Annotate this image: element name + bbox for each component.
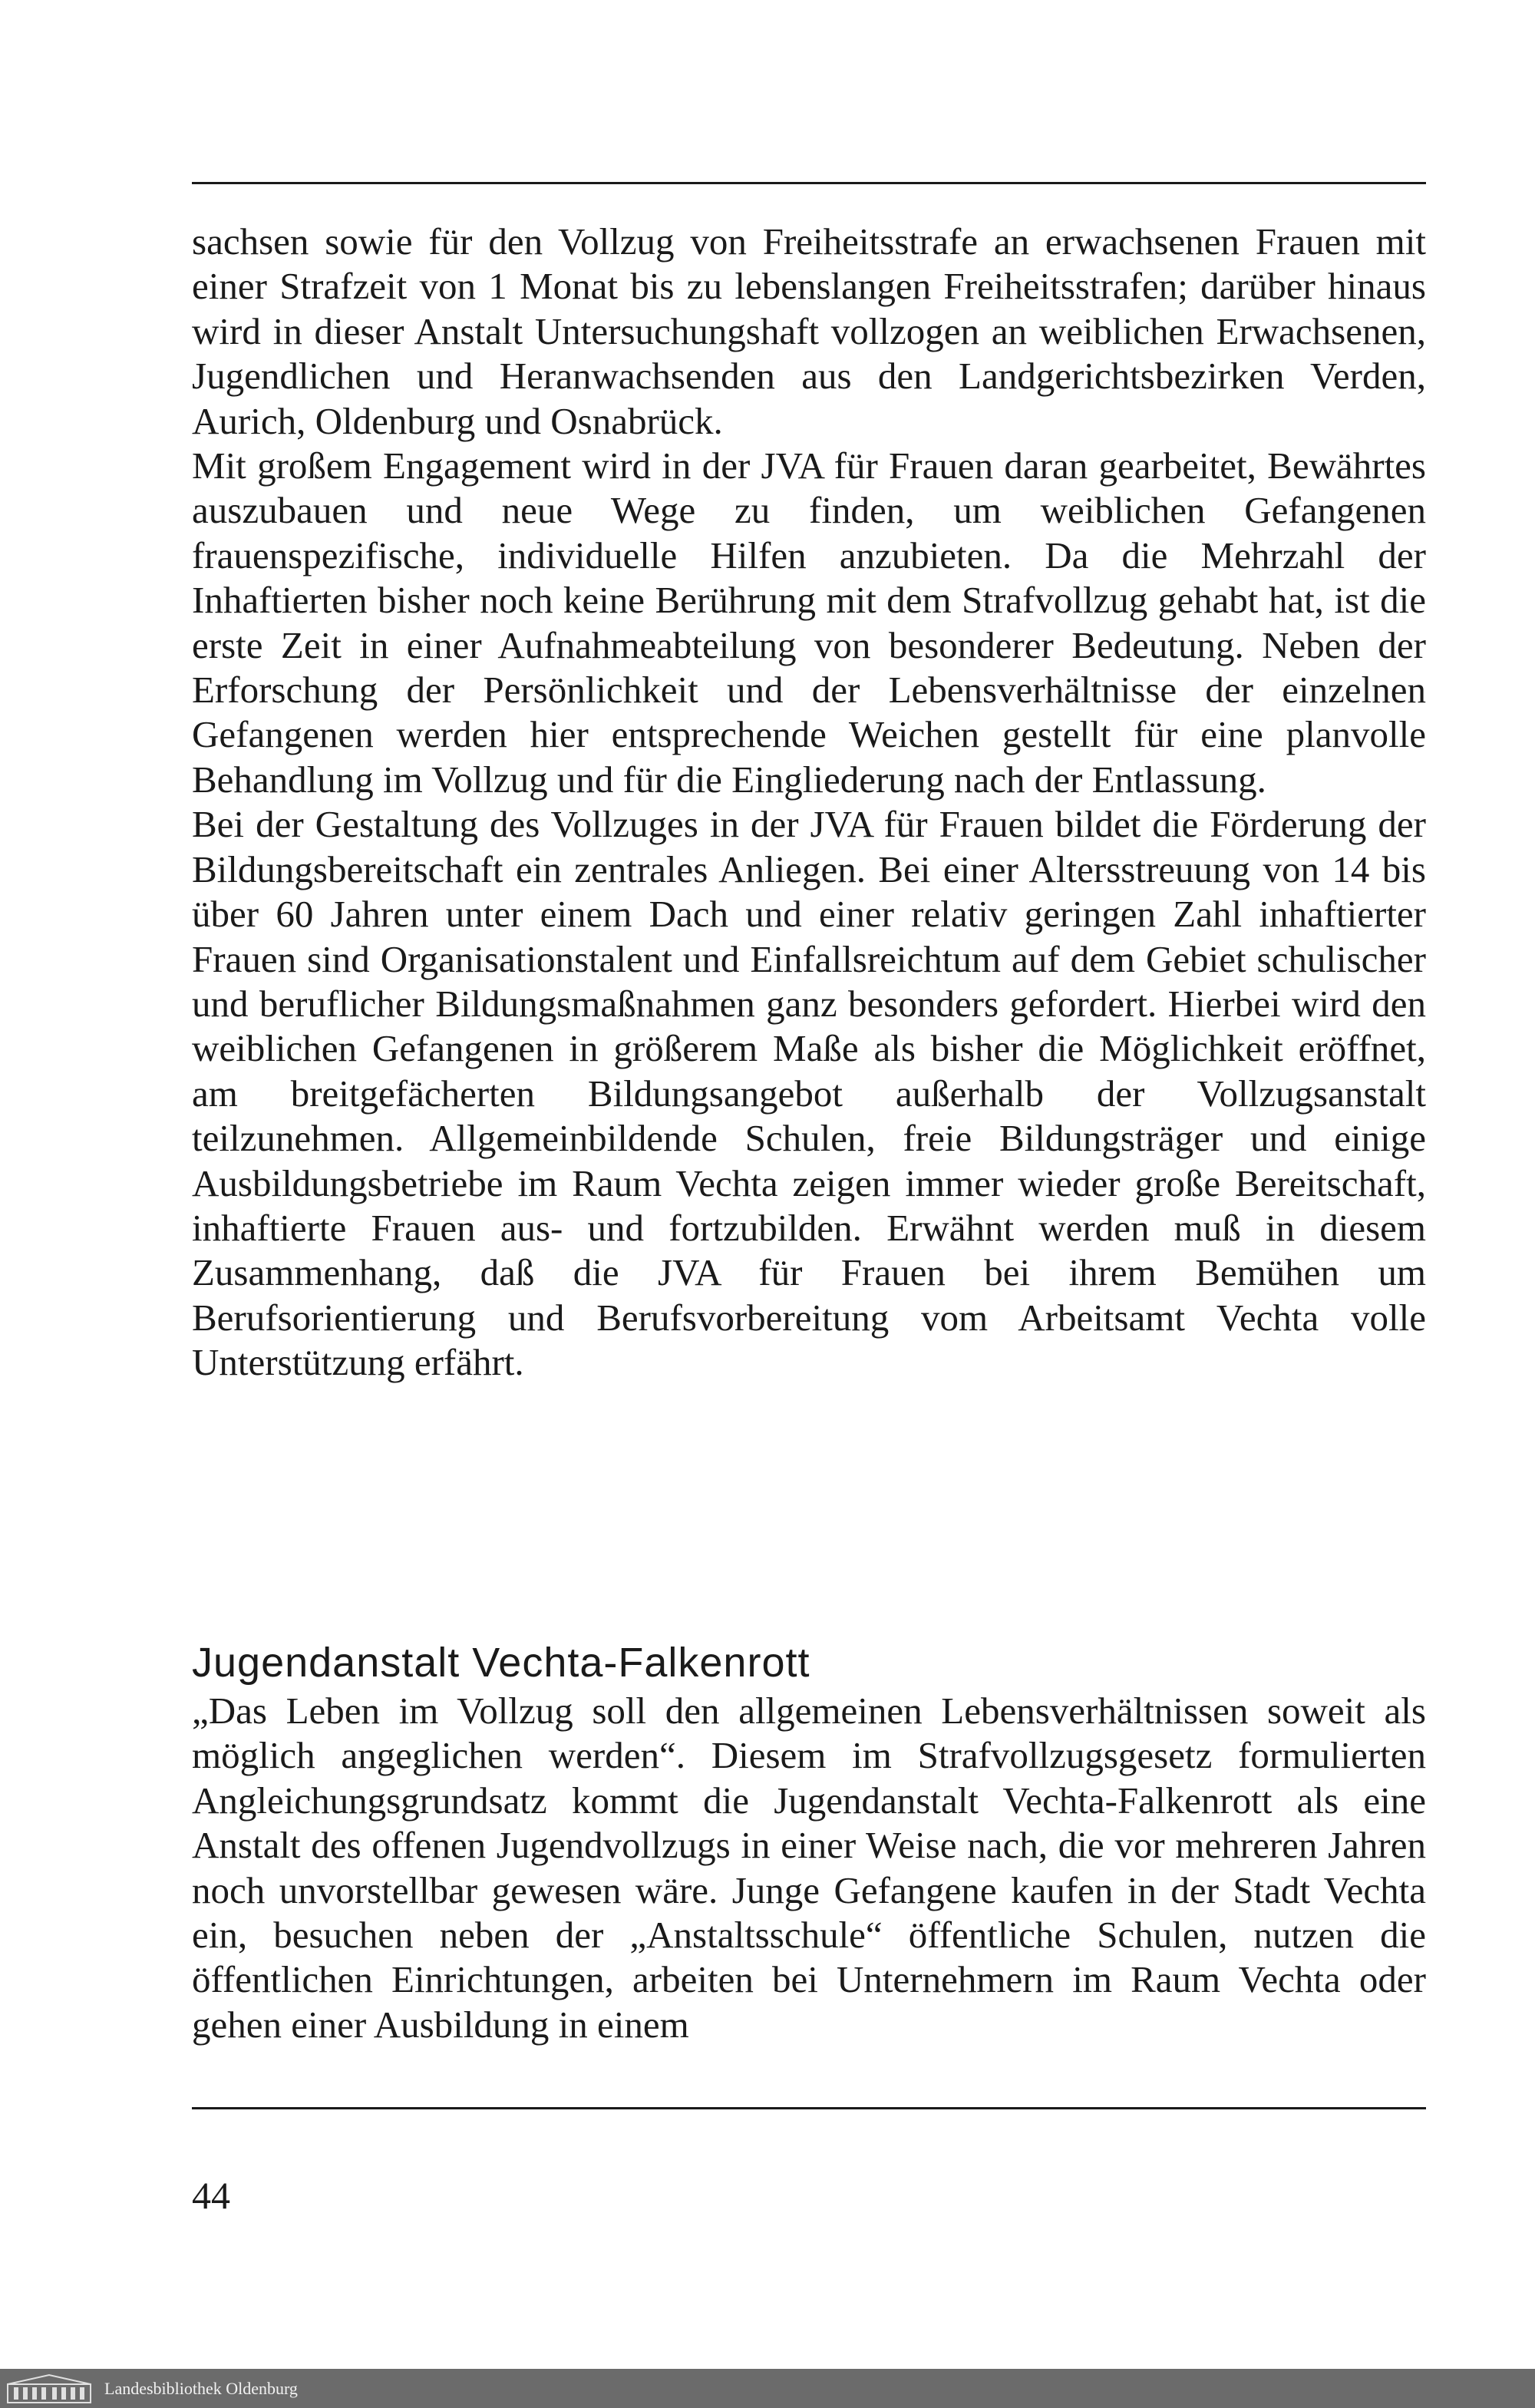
paragraph: „Das Leben im Vollzug soll den allgemeinen Lebensverhältnissen soweit als möglich angeglichen werden“. Diesem im Strafvollzugsgesetz formulierten Angleichungsgrundsatz kommt die Jugendanstalt Vechta-Falkenrott als eine Anstalt des offenen Jugendvollzugs in einer Weise nach, die vor mehreren Jahren noch unvorstellbar gewesen wäre. Junge Gefangene kaufen in der Stadt Vechta ein, besuchen neben der „Anstaltsschule“ öffentliche Schulen, nutzen die öffentlichen Einrichtungen, arbeiten bei Unternehmern im Raum Vechta oder gehen einer Ausbildung in einem: [192, 1690, 1426, 2046]
paragraph: Bei der Gestaltung des Vollzuges in der JVA für Frauen bildet die Förderung der Bildungsbereitschaft ein zentrales Anliegen. Bei einer Altersstreuung von 14 bis über 60 Jahren unter einem Dach und einer relativ geringen Zahl inhaftierter Frauen sind Organisationstalent und Einfallsreichtum auf dem Gebiet schulischer und beruflicher Bildungsmaßnahmen ganz besonders gefordert. Hierbei wird den weiblichen Gefangenen in größerem Maße als bisher die Möglichkeit eröffnet, am breitgefächerten Bildungsangebot außerhalb der Vollzugsanstalt teilzunehmen. Allgemeinbildende Schulen, freie Bildungsträger und einige Ausbildungsbetriebe im Raum Vechta zeigen immer wieder große Bereitschaft, inhaftierte Frauen aus- und fortzubilden. Erwähnt werden muß in diesem Zusammenhang, daß die JVA für Frauen bei ihrem Bemühen um Berufsorientierung und Berufsvorbereitung vom Arbeitsamt Vechta volle Unterstützung erfährt.: [192, 803, 1426, 1384]
library-name: Landesbibliothek Oldenburg: [104, 2379, 298, 2398]
body-section-1: [192, 220, 1426, 1386]
paragraph: sachsen sowie für den Vollzug von Freiheitsstrafe an erwachsenen Frauen mit einer Strafzeit von 1 Monat bis zu lebenslangen Freiheitsstrafen; darüber hinaus wird in dieser Anstalt Untersuchungshaft vollzogen an weiblichen Erwachsenen, Jugendlichen und Heranwachsenden aus den Landgerichtsbezirken Verden, Aurich, Oldenburg und Osnabrück.: [192, 220, 1426, 442]
top-rule: [192, 182, 1426, 184]
paragraph: Mit großem Engagement wird in der JVA für Frauen daran gearbeitet, Bewährtes auszubauen und neue Wege zu finden, um weiblichen Gefangenen frauenspezifische, individuelle Hilfen anzubieten. Da die Mehrzahl der Inhaftierten bisher noch keine Berührung mit dem Strafvollzug gehabt hat, ist die erste Zeit in einer Aufnahmeabteilung von besonderer Bedeutung. Neben der Erforschung der Persönlichkeit und der Lebensverhältnisse der einzelnen Gefangenen werden hier entsprechende Weichen gestellt für eine planvolle Behandlung im Vollzug und für die Eingliederung nach der Entlassung.: [192, 444, 1426, 801]
page-number: 44: [192, 2174, 230, 2217]
body-section-2: [192, 1689, 1426, 2047]
footer-bar: [0, 2369, 1535, 2408]
library-building-icon: [6, 2373, 92, 2404]
bottom-rule: [192, 2107, 1426, 2109]
section-heading: Jugendanstalt Vechta-Falkenrott: [192, 1640, 810, 1686]
